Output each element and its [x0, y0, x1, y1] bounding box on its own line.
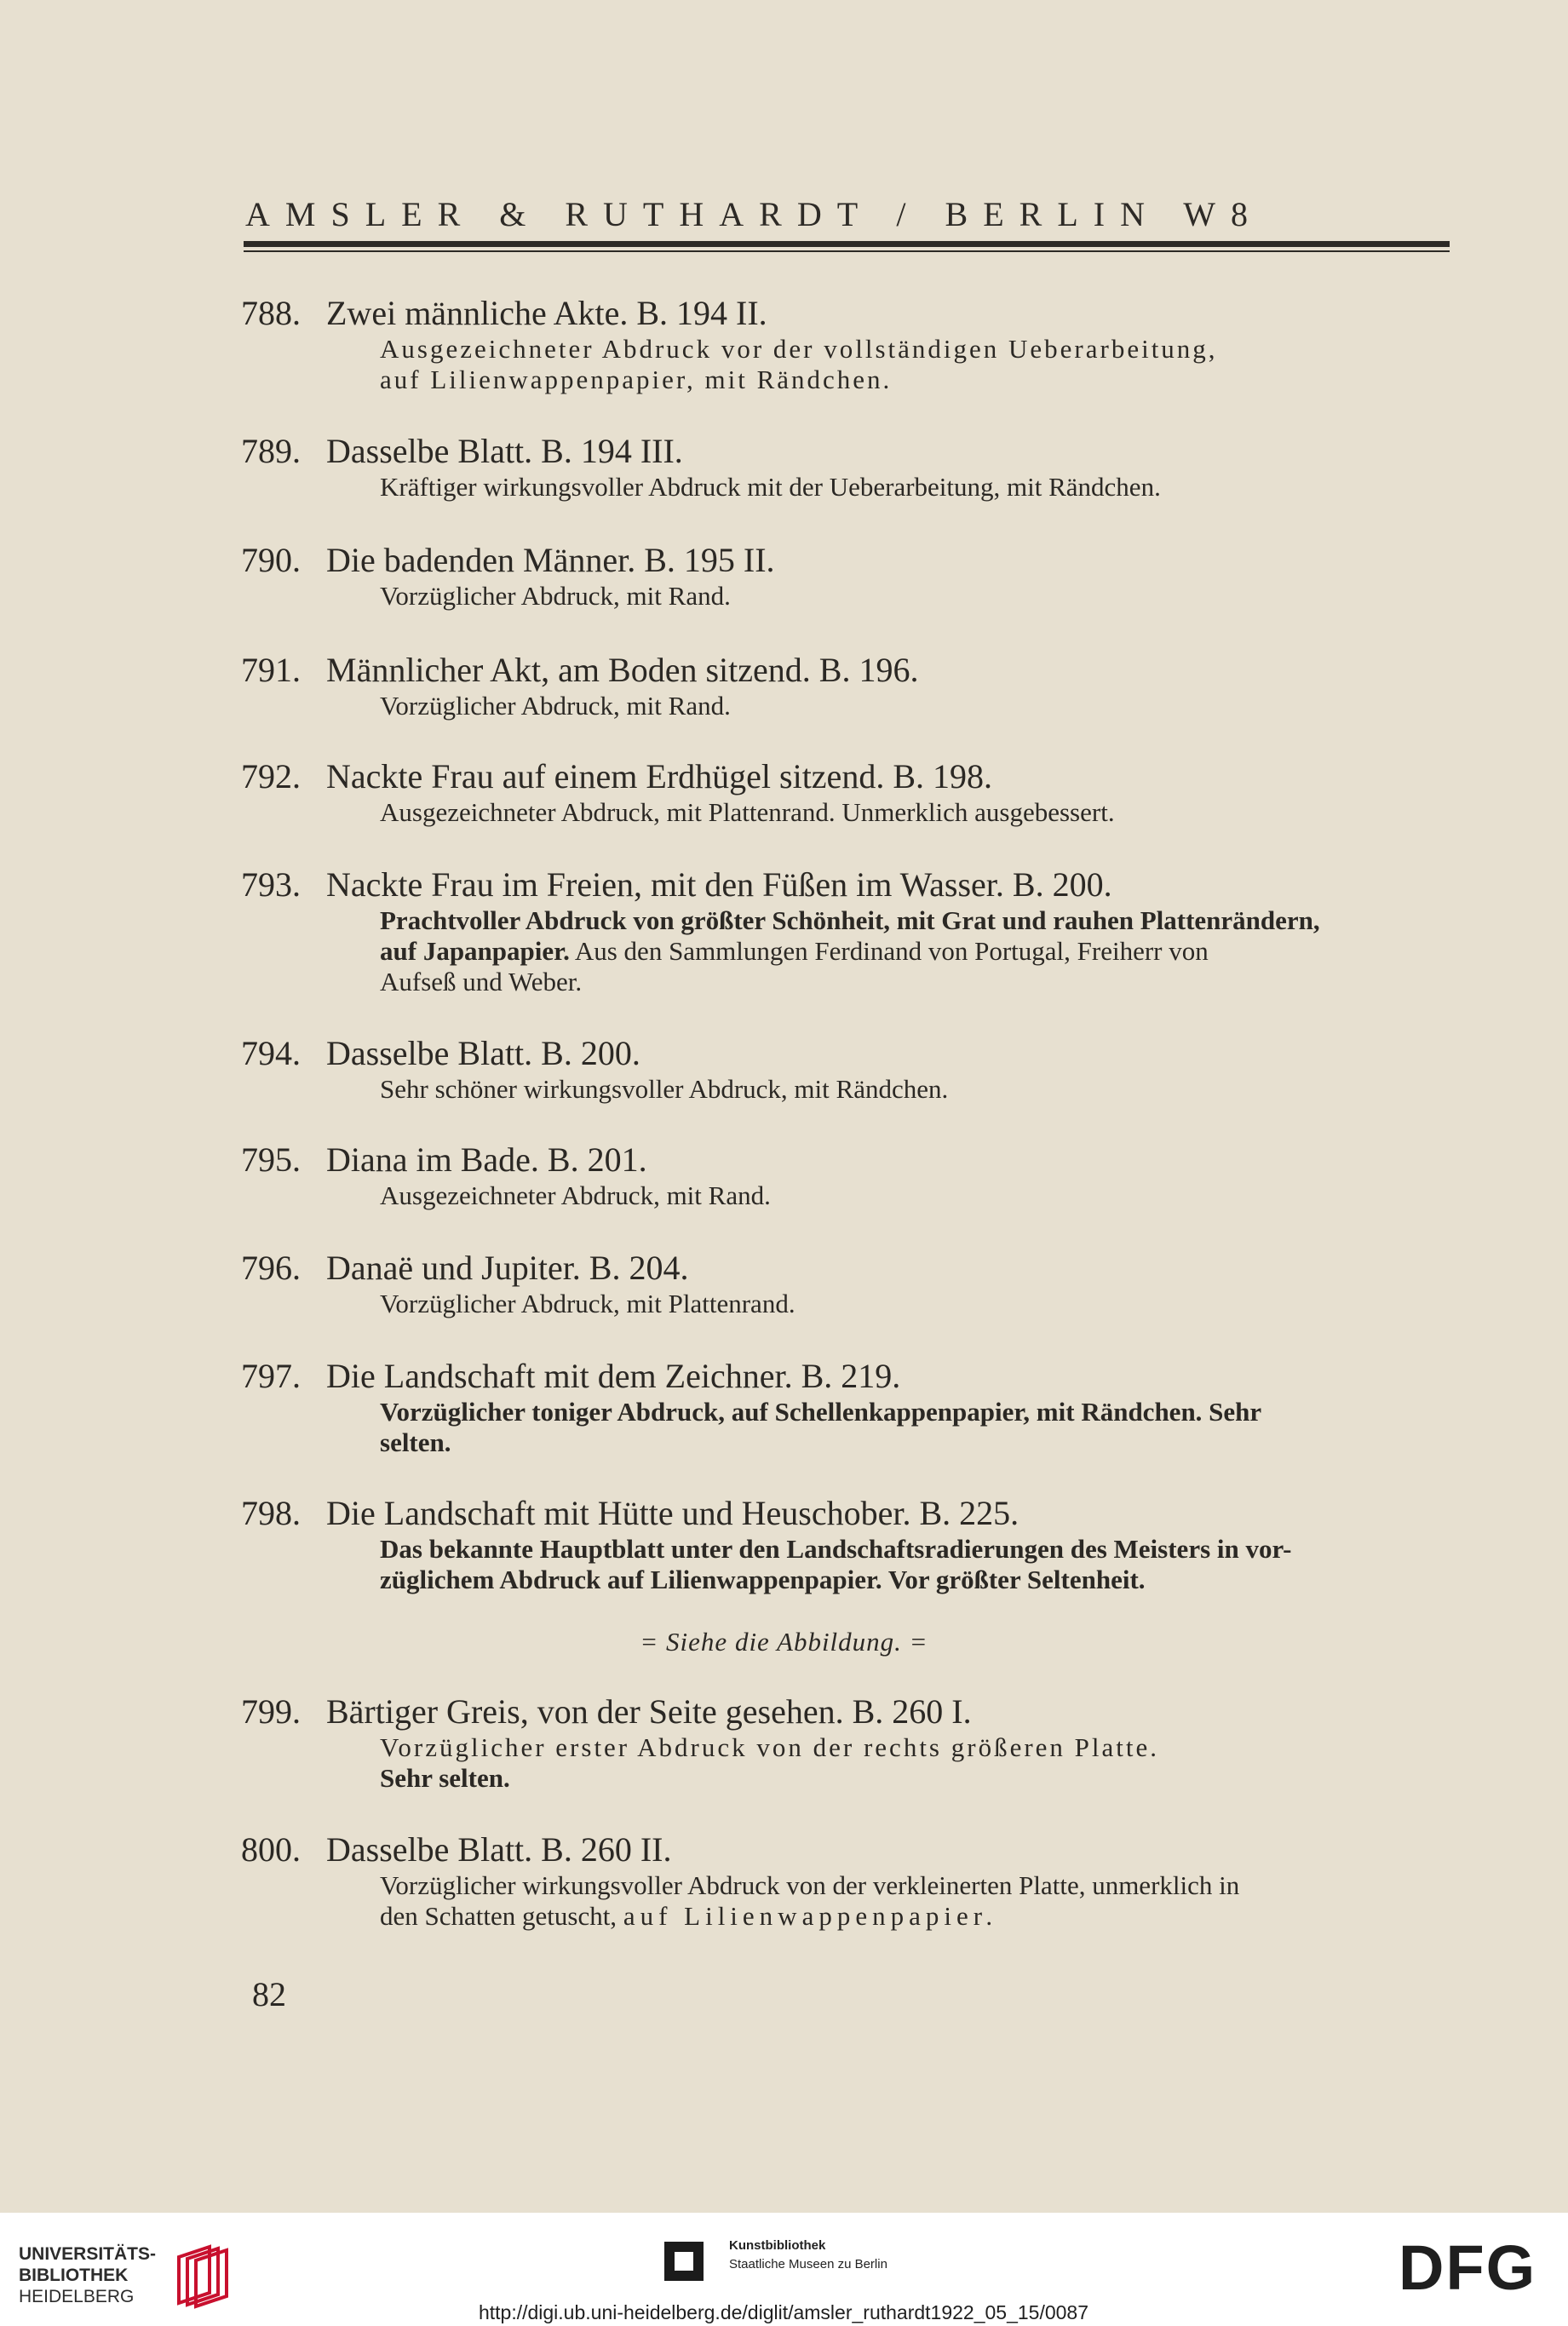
header-rule — [244, 241, 1450, 247]
catalog-entry-792 — [241, 756, 1450, 828]
entry-title-text: Nackte Frau auf einem Erdhügel sitzend. B. 198. — [326, 757, 992, 795]
ub-line1: UNIVERSITÄTS- — [19, 2244, 157, 2264]
entry-title — [241, 1493, 1450, 1534]
entry-title-text: Nackte Frau im Freien, mit den Füßen im Wasser. B. 200. — [326, 865, 1112, 904]
page-header: AMSLER & RUTHARDT / BERLIN W8 — [245, 195, 1263, 233]
entry-number: 793. — [241, 865, 301, 904]
entry-title-text: Dasselbe Blatt. B. 260 II. — [326, 1830, 672, 1869]
entry-desc-line: Aufseß und Weber. — [380, 967, 583, 996]
entry-number: 794. — [241, 1034, 301, 1072]
entry-number: 790. — [241, 541, 301, 579]
entry-desc-line: Kräftiger wirkungsvoller Abdruck mit der Ueberarbeitung, mit Rändchen. — [380, 472, 1161, 502]
entry-desc-bold: auf Japanpapier. — [380, 936, 570, 966]
footer-bar — [0, 2213, 1568, 2326]
entry-title — [241, 540, 1450, 581]
header-rule-thin — [244, 250, 1450, 252]
illustration-caption: = Siehe die Abbildung. = — [640, 1627, 928, 1657]
page-number: 82 — [252, 1975, 286, 2013]
catalog-entry-795 — [241, 1140, 1450, 1211]
entry-title-text: Bärtiger Greis, von der Seite gesehen. B. 260 I. — [326, 1692, 972, 1731]
entry-title-text: Die badenden Männer. B. 195 II. — [326, 541, 775, 579]
kb-line1: Kunstbibliothek — [729, 2238, 826, 2253]
entry-desc-line — [380, 1901, 1450, 1932]
entry-desc-line: züglichem Abdruck auf Lilienwappenpapier. Vor größter Seltenheit. — [380, 1565, 1146, 1594]
entry-title — [241, 1248, 1450, 1289]
entry-title — [241, 293, 1450, 334]
entry-desc-line: Ausgezeichneter Abdruck vor der vollständigen Ueberarbeitung, — [380, 334, 1218, 364]
entry-title — [241, 650, 1450, 691]
catalog-entry-789 — [241, 431, 1450, 503]
entry-number: 797. — [241, 1357, 301, 1395]
entry-number: 795. — [241, 1140, 301, 1179]
entry-title — [241, 431, 1450, 472]
kb-line2: Staatliche Museen zu Berlin — [729, 2257, 887, 2271]
entry-number: 791. — [241, 651, 301, 689]
ub-logo-mark-icon — [170, 2243, 238, 2310]
entry-desc-start: den Schatten getuscht, — [380, 1901, 623, 1931]
catalog-entry-798 — [241, 1493, 1450, 1595]
entry-desc-line — [380, 936, 1450, 967]
catalog-entry-796 — [241, 1248, 1450, 1319]
catalog-entry-797 — [241, 1356, 1450, 1458]
entry-desc-line: Ausgezeichneter Abdruck, mit Plattenrand. Unmerklich ausgebessert. — [380, 797, 1115, 827]
catalog-entry-794 — [241, 1033, 1450, 1105]
entry-desc-line: Prachtvoller Abdruck von größter Schönheit, mit Grat und rauhen Plattenrändern, — [380, 905, 1320, 935]
entry-title — [241, 1033, 1450, 1074]
entry-desc-line: Vorzüglicher toniger Abdruck, auf Schellenkappenpapier, mit Rändchen. Sehr — [380, 1397, 1262, 1427]
catalog-entry-799 — [241, 1691, 1450, 1794]
entry-title-text: Die Landschaft mit Hütte und Heuschober. B. 225. — [326, 1494, 1019, 1532]
catalog-entry-790 — [241, 540, 1450, 612]
entry-number: 796. — [241, 1249, 301, 1287]
entry-desc-line: Vorzüglicher erster Abdruck von der rechts größeren Platte. — [380, 1732, 1160, 1762]
entry-desc-line: Vorzüglicher Abdruck, mit Rand. — [380, 691, 731, 721]
catalog-entry-791 — [241, 650, 1450, 721]
ub-line2: BIBLIOTHEK — [19, 2266, 129, 2285]
entry-desc-line: Vorzüglicher wirkungsvoller Abdruck von der verkleinerten Platte, unmerklich in — [380, 1870, 1240, 1900]
entry-number: 799. — [241, 1692, 301, 1731]
catalog-entry-793 — [241, 864, 1450, 997]
entry-desc-line: Ausgezeichneter Abdruck, mit Rand. — [380, 1180, 771, 1210]
dfg-logo[interactable]: DFG — [1399, 2232, 1537, 2303]
entry-title-text: Männlicher Akt, am Boden sitzend. B. 196. — [326, 651, 919, 689]
entry-desc-spaced: auf Lilienwappenpapier. — [623, 1901, 998, 1931]
entry-title — [241, 1691, 1450, 1732]
catalog-entry-800 — [241, 1829, 1450, 1932]
entry-title-text: Danaë und Jupiter. B. 204. — [326, 1249, 689, 1287]
entry-desc-line: Vorzüglicher Abdruck, mit Rand. — [380, 581, 731, 611]
kb-square-icon — [664, 2242, 704, 2281]
catalog-entry-788 — [241, 293, 1450, 395]
source-url-link[interactable]: http://digi.ub.uni-heidelberg.de/diglit/amsler_ruthardt1922_05_15/0087 — [478, 2301, 1089, 2323]
entry-desc-line: Das bekannte Hauptblatt unter den Landschaftsradierungen des Meisters in vor- — [380, 1534, 1292, 1564]
entry-title-text: Dasselbe Blatt. B. 200. — [326, 1034, 640, 1072]
entry-title — [241, 864, 1450, 905]
entry-number: 789. — [241, 432, 301, 470]
kb-logo-text — [729, 2237, 887, 2274]
entry-title — [241, 756, 1450, 797]
entry-title — [241, 1140, 1450, 1180]
entry-title-text: Diana im Bade. B. 201. — [326, 1140, 647, 1179]
entry-desc-line: auf Lilienwappenpapier, mit Rändchen. — [380, 365, 893, 394]
ub-line3: HEIDELBERG — [19, 2287, 135, 2306]
entry-title-text: Die Landschaft mit dem Zeichner. B. 219. — [326, 1357, 901, 1395]
entry-desc-line: selten. — [380, 1427, 451, 1457]
entry-number: 792. — [241, 757, 301, 795]
entry-title — [241, 1829, 1450, 1870]
entry-desc-line: Sehr selten. — [380, 1763, 510, 1793]
entry-desc-rest: Aus den Sammlungen Ferdinand von Portugal, Freiherr von — [569, 936, 1209, 966]
ub-heidelberg-logo[interactable] — [19, 2243, 223, 2312]
entry-desc-line: Sehr schöner wirkungsvoller Abdruck, mit Rändchen. — [380, 1074, 949, 1104]
entry-desc-line: Vorzüglicher Abdruck, mit Plattenrand. — [380, 1289, 795, 1318]
entry-number: 788. — [241, 294, 301, 332]
entry-title — [241, 1356, 1450, 1397]
entry-number: 800. — [241, 1830, 301, 1869]
entry-number: 798. — [241, 1494, 301, 1532]
entry-title-text: Zwei männliche Akte. B. 194 II. — [326, 294, 767, 332]
entry-title-text: Dasselbe Blatt. B. 194 III. — [326, 432, 683, 470]
